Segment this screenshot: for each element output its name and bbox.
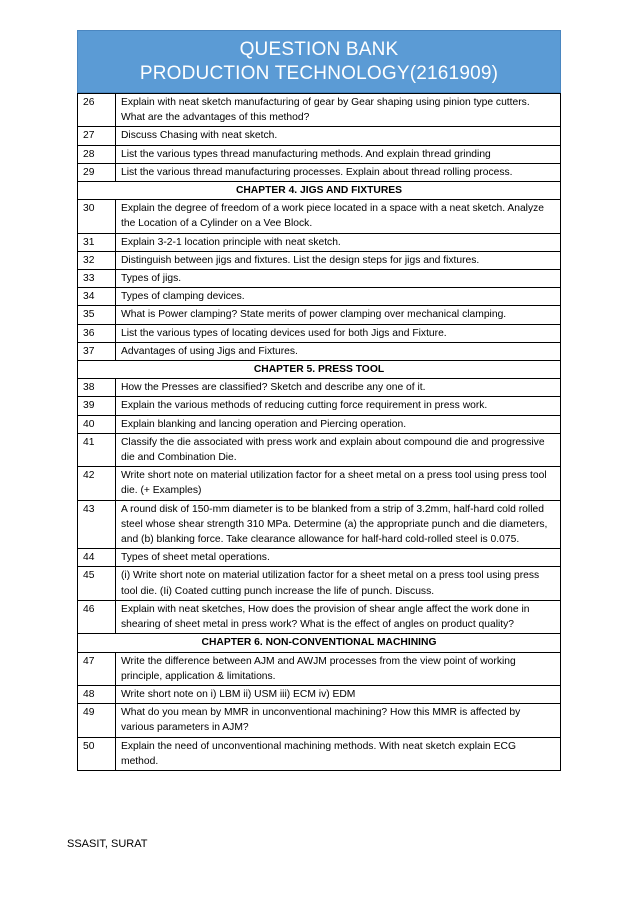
question-number: 32 [78, 251, 116, 269]
question-text: A round disk of 150-mm diameter is to be blanked from a strip of 3.2mm, half-hard cold rolled steel whose shear strength 310 MPa. Determine (a) the appropriate punch and die diameters, and (b) blanking force. Take clearance allowance for half-hard cold-rolled steel is 0.075. [116, 500, 561, 549]
question-number: 34 [78, 288, 116, 306]
header-title: QUESTION BANK [239, 39, 399, 60]
question-text: List the various types of locating devices used for both Jigs and Fixture. [116, 324, 561, 342]
question-text: What is Power clamping? State merits of power clamping over mechanical clamping. [116, 306, 561, 324]
question-text: Distinguish between jigs and fixtures. List the design steps for jigs and fixtures. [116, 251, 561, 269]
question-number: 40 [78, 415, 116, 433]
question-number: 35 [78, 306, 116, 324]
question-text: List the various thread manufacturing processes. Explain about thread rolling process. [116, 163, 561, 181]
question-text: Types of clamping devices. [116, 288, 561, 306]
question-row [78, 737, 561, 770]
question-number: 49 [78, 704, 116, 737]
question-text: List the various types thread manufacturing methods. And explain thread grinding [116, 145, 561, 163]
question-number: 33 [78, 270, 116, 288]
question-table [77, 93, 561, 771]
question-row [78, 200, 561, 233]
chapter-heading-row [78, 182, 561, 200]
question-text: Types of jigs. [116, 270, 561, 288]
question-number: 31 [78, 233, 116, 251]
question-row [78, 342, 561, 360]
footer-institute: SSASIT, SURAT [67, 838, 148, 850]
question-number: 50 [78, 737, 116, 770]
question-text: Write short note on i) LBM ii) USM iii) ECM iv) EDM [116, 685, 561, 703]
question-number: 39 [78, 397, 116, 415]
question-number: 36 [78, 324, 116, 342]
question-row [78, 500, 561, 549]
question-number: 43 [78, 500, 116, 549]
question-text: Write short note on material utilization factor for a sheet metal on a press tool using press tool die. (+ Examples) [116, 467, 561, 500]
question-row [78, 549, 561, 567]
question-text: Types of sheet metal operations. [116, 549, 561, 567]
question-row [78, 163, 561, 181]
chapter-heading-row [78, 634, 561, 652]
question-row [78, 233, 561, 251]
question-text: How the Presses are classified? Sketch and describe any one of it. [116, 379, 561, 397]
question-row [78, 251, 561, 269]
question-row [78, 600, 561, 633]
question-number: 42 [78, 467, 116, 500]
question-row [78, 270, 561, 288]
question-text: Explain blanking and lancing operation and Piercing operation. [116, 415, 561, 433]
question-text: Explain the various methods of reducing cutting force requirement in press work. [116, 397, 561, 415]
question-number: 26 [78, 94, 116, 127]
question-number: 44 [78, 549, 116, 567]
question-number: 37 [78, 342, 116, 360]
question-row [78, 467, 561, 500]
question-text: Advantages of using Jigs and Fixtures. [116, 342, 561, 360]
question-row [78, 704, 561, 737]
question-text: Explain 3-2-1 location principle with neat sketch. [116, 233, 561, 251]
question-row [78, 288, 561, 306]
question-text: Explain the need of unconventional machining methods. With neat sketch explain ECG method. [116, 737, 561, 770]
question-number: 41 [78, 433, 116, 466]
question-number: 27 [78, 127, 116, 145]
chapter-heading: CHAPTER 4. JIGS AND FIXTURES [78, 182, 561, 200]
question-row [78, 415, 561, 433]
question-text: Explain the degree of freedom of a work piece located in a space with a neat sketch. Analyze the Location of a Cylinder on a Vee Block. [116, 200, 561, 233]
question-row [78, 145, 561, 163]
question-text: Write the difference between AJM and AWJM processes from the view point of working principle, application & limitations. [116, 652, 561, 685]
question-number: 38 [78, 379, 116, 397]
question-row [78, 397, 561, 415]
chapter-heading: CHAPTER 5. PRESS TOOL [78, 361, 561, 379]
question-number: 47 [78, 652, 116, 685]
question-text: (i) Write short note on material utilization factor for a sheet metal on a press tool using press tool die. (Ii) Coated cutting punch increase the life of punch. Discuss. [116, 567, 561, 600]
question-row [78, 685, 561, 703]
question-bank-header [77, 30, 561, 93]
question-number: 48 [78, 685, 116, 703]
question-number: 46 [78, 600, 116, 633]
question-text: What do you mean by MMR in unconventional machining? How this MMR is affected by various parameters in AJM? [116, 704, 561, 737]
question-number: 45 [78, 567, 116, 600]
question-row [78, 433, 561, 466]
question-text: Classify the die associated with press work and explain about compound die and progressive die and Combination Die. [116, 433, 561, 466]
question-row [78, 127, 561, 145]
question-row [78, 306, 561, 324]
question-row [78, 94, 561, 127]
question-text: Explain with neat sketch manufacturing of gear by Gear shaping using pinion type cutters. What are the advantages of this method? [116, 94, 561, 127]
chapter-heading: CHAPTER 6. NON-CONVENTIONAL MACHINING [78, 634, 561, 652]
question-number: 30 [78, 200, 116, 233]
question-text: Discuss Chasing with neat sketch. [116, 127, 561, 145]
question-number: 29 [78, 163, 116, 181]
chapter-heading-row [78, 361, 561, 379]
question-row [78, 324, 561, 342]
question-text: Explain with neat sketches, How does the provision of shear angle affect the work done in shearing of sheet metal in press work? What is the effect of angles on product quality? [116, 600, 561, 633]
header-subject: PRODUCTION TECHNOLOGY(2161909) [139, 63, 499, 84]
question-row [78, 379, 561, 397]
question-row [78, 567, 561, 600]
question-number: 28 [78, 145, 116, 163]
question-row [78, 652, 561, 685]
